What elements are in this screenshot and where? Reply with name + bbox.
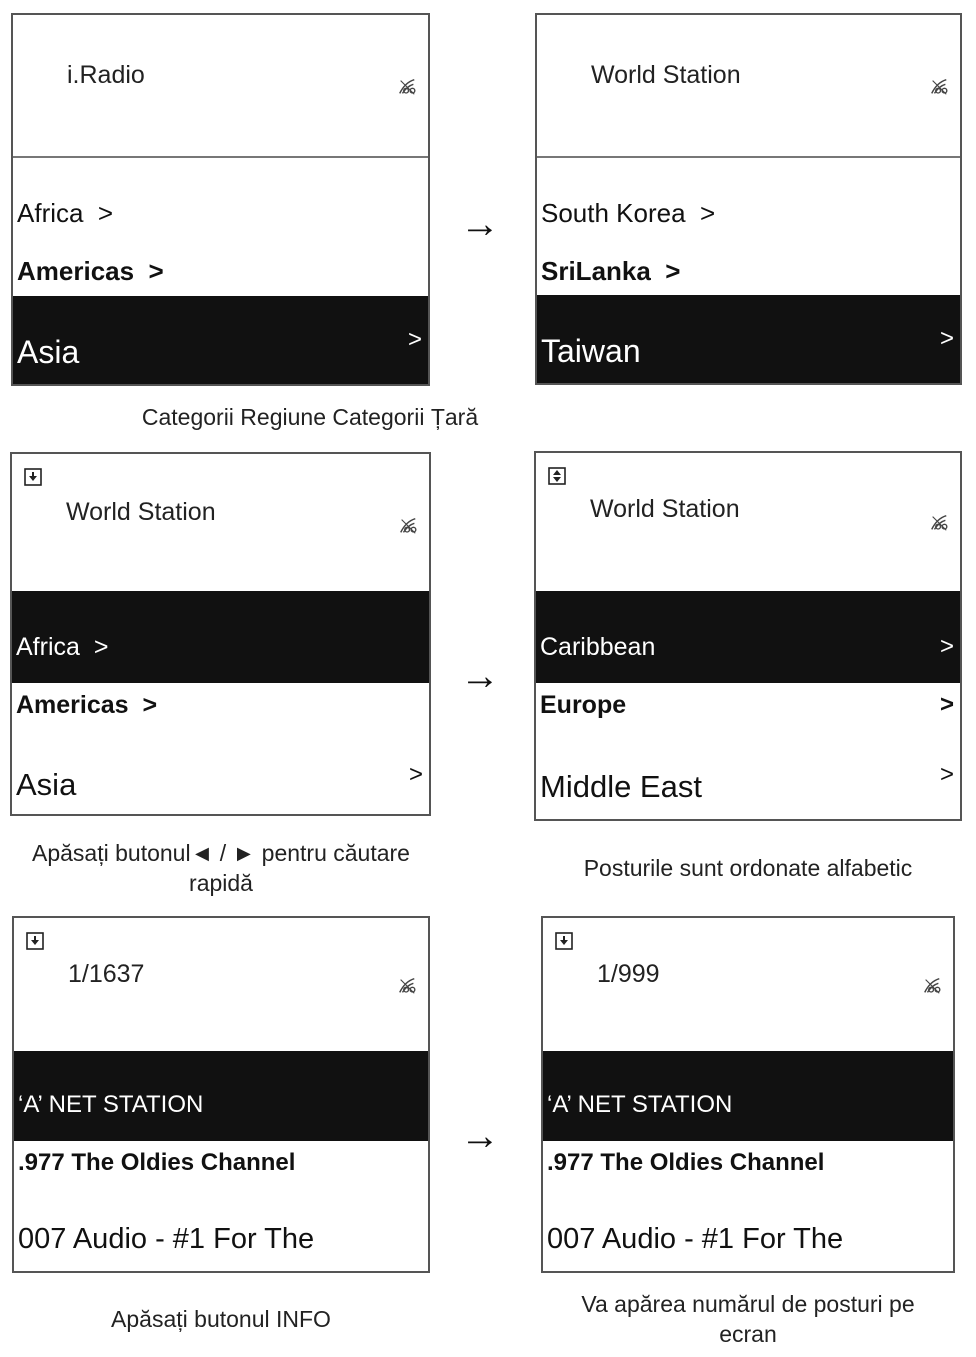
panel-header (543, 918, 953, 1051)
screen-panel-4 (534, 451, 962, 821)
list-item-label: 007 Audio - #1 For The (547, 1223, 844, 1255)
list-item-selected[interactable] (12, 591, 429, 683)
list-item[interactable] (536, 683, 960, 745)
chevron-right-icon: > (700, 198, 716, 228)
list-item-label: Americas > (17, 256, 164, 286)
chevron-right-icon: > (148, 256, 164, 286)
chevron-right-icon: > (97, 198, 114, 228)
caption-row3-left: Apăsați butonul INFO (111, 1306, 331, 1332)
list-item-label: 007 Audio - #1 For The (18, 1223, 315, 1255)
chevron-right-icon: > (939, 325, 954, 352)
list-item[interactable] (13, 235, 428, 295)
list-item-label: .977 The Oldies Channel (547, 1149, 825, 1176)
panel-title: World Station (66, 498, 216, 526)
list-item[interactable] (12, 743, 429, 816)
list-item[interactable] (13, 180, 428, 235)
chevron-right-icon: > (939, 691, 954, 718)
screen-panel-6 (541, 916, 955, 1273)
panel-header (537, 15, 960, 158)
caption-row3-right (541, 1289, 955, 1349)
list-item-label: Americas > (16, 691, 158, 719)
caption-row1: Categorii Regiune Categorii Țară (141, 404, 479, 430)
list-item-label: Africa > (16, 633, 109, 661)
list-item[interactable] (537, 235, 960, 295)
panel-title: 1/999 (597, 960, 660, 988)
caption-row2-right: Posturile sunt ordonate alfabetic (583, 855, 913, 881)
signal-strength-icon (396, 976, 418, 996)
list-item-label: Asia (17, 334, 80, 370)
flow-arrow: → (460, 654, 500, 698)
screen-panel-3 (10, 452, 431, 816)
chevron-right-icon: > (407, 326, 422, 353)
signal-strength-icon (396, 77, 418, 97)
caption-line: Apăsați butonul◄ / ► pentru căutare (32, 840, 410, 866)
list-item-label: Middle East (540, 769, 702, 804)
screen-panel-5 (12, 916, 430, 1273)
list-item-selected[interactable] (536, 591, 960, 683)
chevron-right-icon: > (408, 761, 423, 788)
list-item-label: Europe (540, 691, 627, 719)
chevron-right-icon: > (665, 256, 681, 286)
panel-title: 1/1637 (68, 960, 145, 988)
list-item-selected[interactable] (14, 1051, 428, 1141)
list-item-label: Taiwan (541, 333, 641, 369)
panel-title: World Station (591, 61, 741, 89)
chevron-right-icon: > (939, 761, 954, 788)
list-item-selected[interactable] (537, 295, 960, 385)
chevron-right-icon: > (142, 691, 158, 719)
list-item-label: ‘A’ NET STATION (547, 1091, 733, 1118)
list-item-label: Caribbean (540, 633, 656, 661)
flow-arrow: → (460, 202, 500, 246)
list-item-label: South Korea > (541, 198, 716, 228)
panel-header (536, 453, 960, 591)
signal-strength-icon (397, 516, 419, 536)
panel-title: World Station (590, 495, 740, 523)
caption-line: ecran (719, 1321, 777, 1347)
list-item-label: .977 The Oldies Channel (18, 1149, 296, 1176)
panel-header (12, 454, 429, 591)
screen-panel-2 (535, 13, 962, 385)
panel-header (14, 918, 428, 1051)
screen-panel-1 (11, 13, 430, 386)
list-item[interactable] (543, 1201, 953, 1273)
caption-row2-left (0, 838, 442, 898)
list-item[interactable] (537, 180, 960, 235)
panel-header (13, 15, 428, 158)
chevron-right-icon: > (939, 633, 954, 660)
panel-title: i.Radio (67, 61, 145, 89)
list-item[interactable] (543, 1141, 953, 1201)
signal-strength-icon (928, 77, 950, 97)
list-item[interactable] (536, 745, 960, 821)
list-item[interactable] (12, 683, 429, 743)
caption-line: Va apărea numărul de posturi pe (581, 1291, 915, 1317)
list-item-label: Africa > (17, 198, 114, 228)
list-item-label: Asia (16, 767, 77, 802)
chevron-right-icon: > (93, 633, 109, 661)
signal-strength-icon (928, 513, 950, 533)
flow-arrow: → (460, 1114, 500, 1158)
list-item[interactable] (14, 1201, 428, 1273)
caption-line: rapidă (189, 870, 253, 896)
list-item-label: SriLanka > (541, 256, 681, 286)
list-item-label: ‘A’ NET STATION (18, 1091, 204, 1118)
list-item-selected[interactable] (13, 296, 428, 386)
list-item[interactable] (14, 1141, 428, 1201)
list-item-selected[interactable] (543, 1051, 953, 1141)
signal-strength-icon (921, 976, 943, 996)
